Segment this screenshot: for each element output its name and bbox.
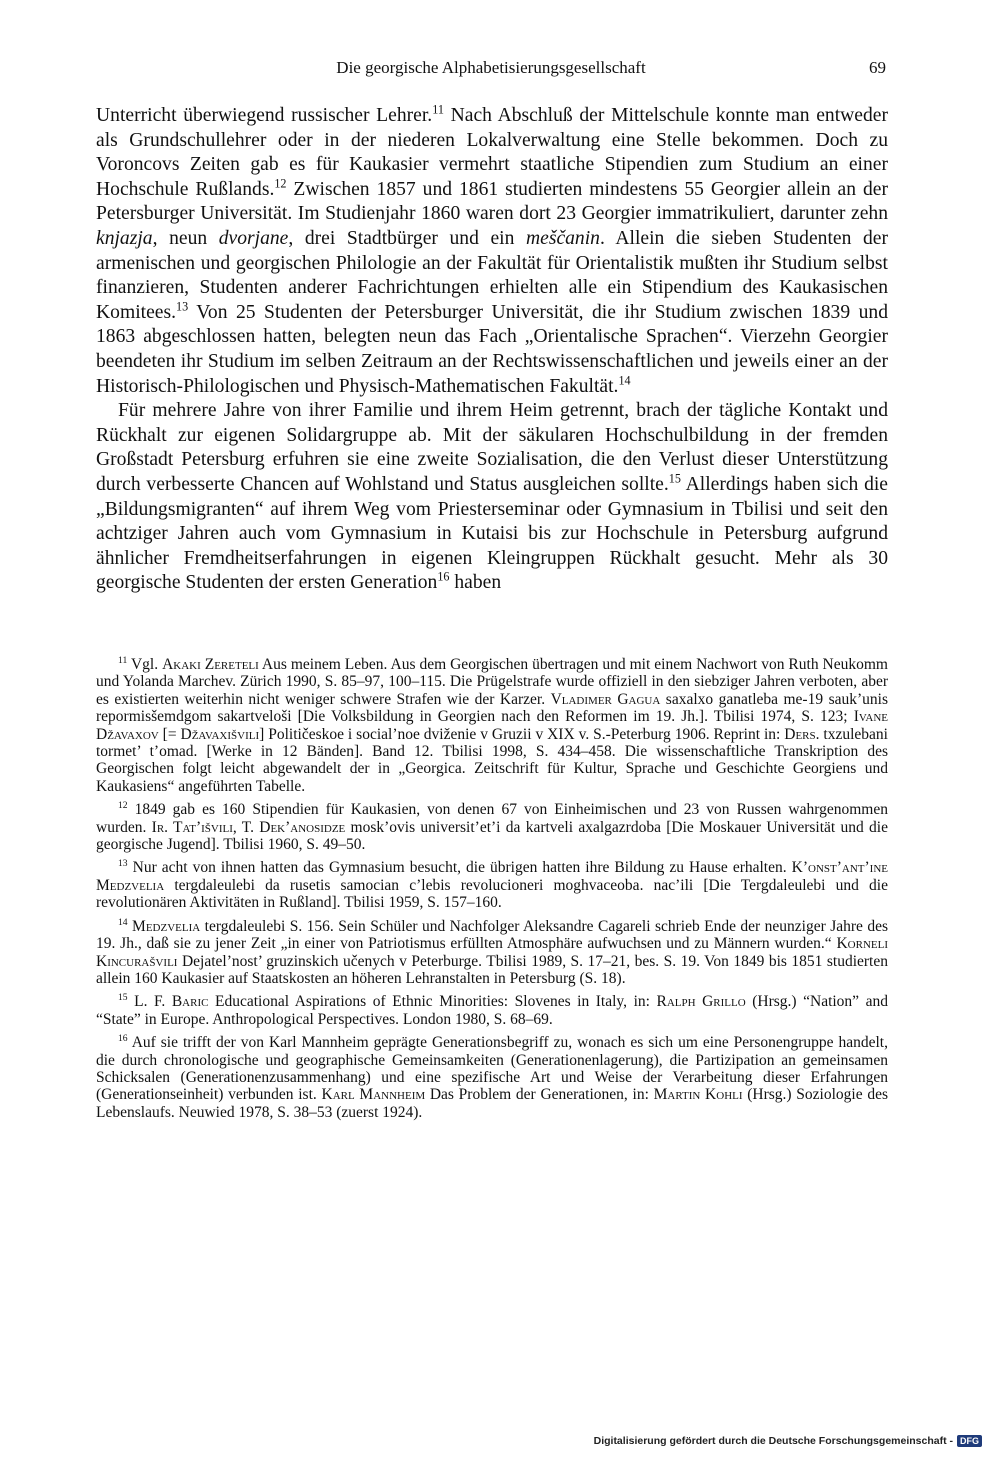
running-header [96, 58, 886, 82]
note-author: Džavaxišvili [180, 725, 260, 743]
text-run: Zwischen 1857 und 1861 studierten mindestens 55 Georgier allein an der Petersburger Universität. Im Studienjahr 1860 waren dort 23 Georgier immatrikuliert, darunter zehn [96, 178, 888, 225]
note-author: K’onst’ant’ine Medzvelia [96, 859, 888, 894]
note-text: Aus meinem Leben. Aus dem Georgischen übertragen und mit einem Nachwort von Ruth Neukomm und Yolanda Marchev. Zürich 1990, S. 85–97, 100–115. Die Prügelstrafe wurde offiziell in den siebziger Jahren verboten, aber es existierten weiterhin nicht weniger schwere Strafen wie der Karzer. [96, 656, 888, 708]
note-text: Educational Aspirations of Ethnic Minorities: Slovenes in Italy, in: [208, 993, 657, 1011]
footnote-number: 12 [118, 800, 128, 812]
note-author: Ivane Džavaxov [96, 708, 888, 743]
note-author: Karl Mannheim [321, 1086, 426, 1104]
running-title: Die georgische Alphabetisierungsgesellschaft [336, 58, 646, 77]
main-text [96, 104, 888, 596]
footnote-ref-11[interactable]: 11 [432, 102, 444, 117]
note-text: saxalxo ganatleba me-19 sauk’unis repormisšemdgom sakartveloši [Die Volksbildung in Georgien nach den Reformen im 19. Jh.]. Tbilisi 1974, S. 123; [96, 690, 888, 726]
italic-term: knjazja [96, 227, 153, 249]
footnote-ref-13[interactable]: 13 [176, 299, 189, 314]
note-text: [= [158, 725, 181, 743]
footnote-14 [96, 918, 888, 988]
note-text: 1849 gab es 160 Stipendien für Kaukasien, von denen 67 von Einheimischen und 23 von Russen wahrgenommen wurden. [96, 801, 888, 836]
text-run: , drei Stadtbürger und ein [288, 227, 526, 249]
note-author: Medzvelia [132, 917, 201, 935]
footnote-ref-14[interactable]: 14 [618, 373, 631, 387]
note-author: Vladimer Gagua [550, 690, 661, 708]
note-text: tergdaleulebi S. 156. Sein Schüler und Nachfolger Aleksandre Cagareli schrieb Ende der neunziger Jahre des 19. Jh., daß sie zu jener Zeit „in einer von Patriotismus erfüllten Atmosphäre aufwuchsen und zu Männern wurden.“ [96, 917, 889, 953]
note-text: L. F. [127, 993, 172, 1011]
note-text: Nur acht von ihnen hatten das Gymnasium besucht, die übrigen hatten ihre Bildung zu Hause erhalten. [127, 859, 792, 877]
note-author: Korneli Kincurašvili [96, 935, 888, 970]
note-text: ] Političeskoe i social’noe dviženie v Gruzii v XIX v. S.-Peterburg 1906. Reprint in: [259, 725, 785, 743]
note-text: tergdaleulebi da rusetis samocian c’lebis revolucioneri moghvaceoba. nac’ili [Die Tergdaleulebi und die revolutionären Aktivitäten in Rußland]. Tbilisi 1959, S. 157–160. [96, 876, 888, 912]
paragraph-2 [96, 399, 888, 596]
footnote-number: 14 [118, 916, 128, 928]
footnote-number: 16 [118, 1032, 128, 1044]
italic-term: dvorjane [218, 227, 289, 249]
footnote-16 [96, 1034, 888, 1121]
page-number: 69 [869, 58, 886, 77]
text-run: Von 25 Studenten der Petersburger Universität, die ihr Studium zwischen 1839 und 1863 abgeschlossen hatten, belegten neun das Fach „Orientalische Sprachen“. Vierzehn Georgier beendeten ihr Studium im selben Zeitraum an der Rechtswissenschaftlichen und jeweils einer an der Historisch-Philologischen und Physisch-Mathematischen Fakultät. [96, 301, 888, 397]
note-author: Ir. Tat’išvili, T. Dek’anosidze [151, 818, 346, 836]
footnote-ref-15[interactable]: 15 [668, 471, 681, 486]
text-run: , neun [152, 227, 219, 249]
paragraph-1 [96, 104, 888, 399]
footnote-number: 15 [118, 992, 128, 1004]
footnotes [96, 656, 888, 1127]
note-text: (Hrsg.) Soziologie des Lebenslaufs. Neuwied 1978, S. 38–53 (zuerst 1924). [96, 1086, 888, 1121]
footnote-12 [96, 801, 888, 853]
note-text: Dejatel’nost’ gruzinskich učenych v Peterburge. Tbilisi 1989, S. 17–21, bes. S. 19. Von 1849 bis 1851 studierten allein 160 Kaukasier auf Staatskosten an höheren Lehranstalten in Petersburg (S. 18). [96, 952, 888, 987]
digitization-footer [594, 1435, 982, 1447]
note-author: Ders. [784, 725, 820, 743]
footer-text: Digitalisierung gefördert durch die Deutsche Forschungsgemeinschaft - [593, 1435, 953, 1447]
note-text: (Hrsg.) “Nation” and “State” in Europe. Anthropological Perspectives. London 1980, S. 68–69. [96, 993, 888, 1028]
note-author: Baric [171, 993, 209, 1011]
footnote-ref-12[interactable]: 12 [274, 176, 287, 191]
note-text: Vgl. [127, 656, 163, 673]
note-author: Ralph Grillo [656, 993, 746, 1011]
footnote-11 [96, 656, 888, 795]
footnote-15 [96, 993, 888, 1028]
text-run: Für mehrere Jahre von ihrer Familie und ihrem Heim getrennt, brach der tägliche Kontakt und Rückhalt zur eigenen Solidargruppe ab. Mit der säkularen Hochschulbildung in der fremden Großstadt Petersburg erfuhren sie eine zweite Sozialisation, die den Verlust dieser Unterstützung durch verbesserte Chancen auf Wohlstand und Status ausgleichen sollte. [96, 400, 888, 495]
text-run: Allerdings haben sich die „Bildungsmigranten“ auf ihrem Weg vom Priesterseminar oder Gymnasium in Tbilisi und seit den achtziger Jahren auch vom Gymnasium in Kutaisi bis zur Hochschule in Petersburg aufgrund ähnlicher Fremdheitserfahrungen in eigenen Kleingruppen Rückhalt gesucht. Mehr als 30 georgische Studenten der ersten Generation [96, 473, 889, 594]
note-author: Martin Kohli [653, 1086, 743, 1104]
footnote-number: 11 [118, 654, 128, 666]
text-run: . Allein die sieben Studenten der armenischen und georgischen Philologie an der Fakultät für Orientalistik mußten ihr Studium selbst finanzieren, Studenten anderer Fachrichtungen erhielten alle ein Stipendium des Kaukasischen Komitees. [96, 227, 888, 323]
text-run: Unterricht überwiegend russischer Lehrer. [96, 105, 433, 126]
note-author: Akaki Zereteli [162, 656, 259, 673]
note-text: mosk’ovis universit’et’i da kartveli axalgazrdoba [Die Moskauer Universität und die georgische Jugend]. Tbilisi 1960, S. 49–50. [96, 818, 888, 854]
footnote-number: 13 [118, 858, 128, 870]
dfg-logo: DFG [957, 1435, 982, 1447]
footnote-ref-16[interactable]: 16 [437, 569, 450, 584]
footnote-13 [96, 859, 888, 911]
italic-term: meščanin [525, 227, 600, 249]
text-run: Nach Abschluß der Mittelschule konnte man entweder als Grundschullehrer oder in der niederen Lokalverwaltung eine Stelle bekommen. Doch zu Voroncovs Zeiten gab es für Kaukasier vermehrt staatliche Stipendien zum Studium an einer Hochschule Rußlands. [96, 105, 889, 200]
note-text: Auf sie trifft der von Karl Mannheim geprägte Generationsbegriff zu, wonach es sich um eine Personengruppe handelt, die durch chronologische und geographische Gemeinsamkeiten (Generationenlagerung), die Partizipation an gemeinsamen Schicksalen (Generationenzusammenhang) und eine spezifische Art und Weise der Verarbeitung dieser Erfahrungen (Generationseinheit) verbunden ist. [96, 1034, 888, 1104]
text-run: haben [449, 572, 502, 594]
note-text: Das Problem der Generationen, in: [425, 1086, 654, 1104]
note-text: txzulebani tormet’ t’omad. [Werke in 12 Bänden]. Band 12. Tbilisi 1998, S. 434–458. Die wissenschaftliche Transkription des Georgischen folgt leicht abgewandelt der in „Georgica. Zeitschrift für Kultur, Sprache und Geschichte Georgiens und Kaukasiens“ angeführten Tabelle. [96, 725, 888, 795]
